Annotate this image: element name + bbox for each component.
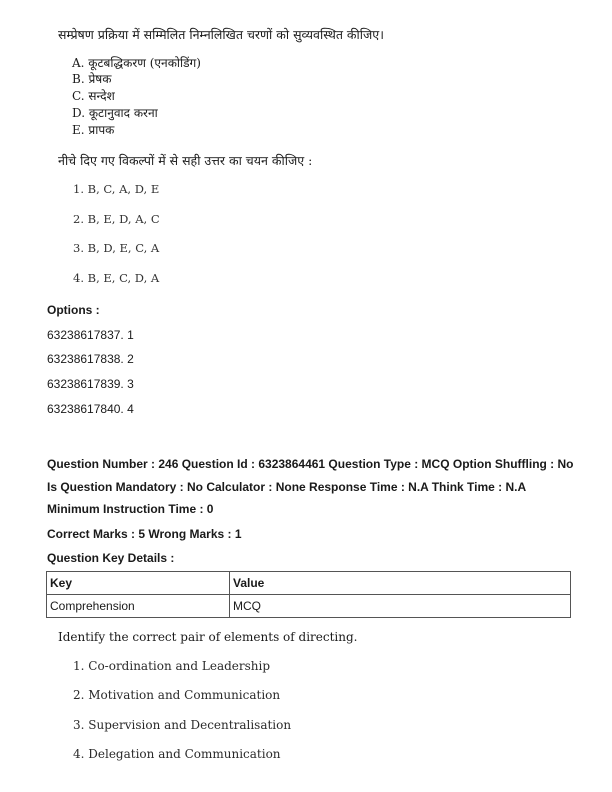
- hindi-item-d: D. कूटानुवाद करना: [72, 106, 158, 120]
- option-id-2: 63238617838. 2: [47, 352, 134, 366]
- hindi-question-prompt: सम्प्रेषण प्रक्रिया में सम्मिलित निम्नलिखित चरणों को सुव्यवस्थित कीजिए।: [58, 27, 384, 42]
- hindi-item-c: C. सन्देश: [72, 89, 115, 103]
- hindi-item-b: B. प्रेषक: [72, 72, 112, 86]
- question-meta-line1: Question Number : 246 Question Id : 6323864461 Question Type : MCQ Option Shuffling : No: [47, 457, 574, 471]
- option-id-3: 63238617839. 3: [47, 377, 134, 391]
- options-label: Options :: [47, 303, 100, 317]
- english-choice-4: 4. Delegation and Communication: [73, 747, 281, 761]
- english-choice-2: 2. Motivation and Communication: [73, 688, 281, 702]
- key-details-table: [46, 571, 571, 618]
- option-id-4: 63238617840. 4: [47, 402, 134, 416]
- hindi-choice-4: 4. B, E, C, D, A: [73, 271, 160, 285]
- key-table-row: [47, 595, 571, 618]
- option-id-1: 63238617837. 1: [47, 328, 134, 342]
- hindi-choice-1: 1. B, C, A, D, E: [73, 182, 160, 196]
- value-header-cell: Value: [230, 572, 571, 595]
- key-details-label: Question Key Details :: [47, 551, 175, 565]
- question-meta-line3: Minimum Instruction Time : 0: [47, 502, 214, 516]
- english-choice-3: 3. Supervision and Decentralisation: [73, 718, 292, 732]
- hindi-choice-2: 2. B, E, D, A, C: [73, 212, 160, 226]
- question-meta-line2: Is Question Mandatory : No Calculator : None Response Time : N.A Think Time : N.A: [47, 480, 527, 494]
- hindi-item-a: A. कूटबद्धिकरण (एनकोडिंग): [72, 56, 201, 70]
- key-header-cell: Key: [47, 572, 230, 595]
- english-choice-1: 1. Co-ordination and Leadership: [73, 659, 271, 673]
- hindi-choose-instruction: नीचे दिए गए विकल्पों में से सही उत्तर का चयन कीजिए :: [58, 153, 313, 168]
- value-cell: MCQ: [230, 595, 571, 618]
- hindi-item-e: E. प्रापक: [72, 123, 115, 137]
- hindi-choice-3: 3. B, D, E, C, A: [73, 241, 160, 255]
- english-question-prompt: Identify the correct pair of elements of directing.: [58, 630, 358, 644]
- key-cell: Comprehension: [47, 595, 230, 618]
- marks-line: Correct Marks : 5 Wrong Marks : 1: [47, 527, 242, 541]
- key-table-header-row: [47, 572, 571, 595]
